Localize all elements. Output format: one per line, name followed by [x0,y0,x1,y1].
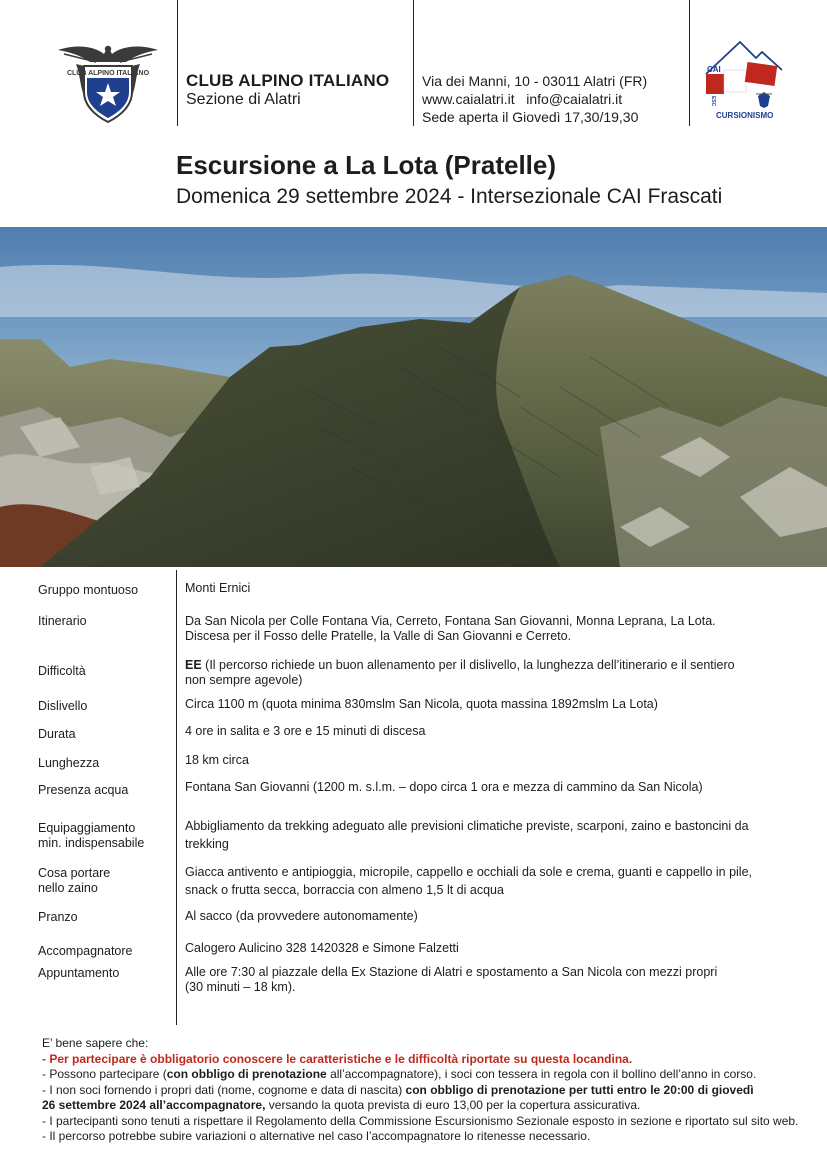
esc-logo-letters: ESC [710,96,716,107]
esc-logo-word: CURSIONISMO [716,111,774,120]
event-subtitle: Domenica 29 settembre 2024 - Intersezionale CAI Frascati [176,185,723,208]
difficulty-grade: EE [185,658,202,672]
event-title: Escursione a La Lota (Pratelle) [176,150,557,180]
mountain-photo [0,227,827,567]
label-durata: Durata [38,727,76,741]
notes-line-rules: - I partecipanti sono tenuti a rispettare il Regolamento della Commissione Escursionismo Sezionale esposto in sezione e riportato sul sito web. [42,1113,799,1128]
org-section: Sezione di Alatri [186,91,301,108]
value-cosa-portare-line1: Giacca antivento e antipioggia, micropile, cappello e occhiali da sole e crema, guanti e cappello in pile, [185,865,753,879]
value-equipaggiamento-line2: trekking [185,837,229,851]
value-itinerario-line2: Discesa per il Fosso delle Pratelle, la Valle di San Giovanni e Cerreto. [185,629,572,643]
value-gruppo-montuoso: Monti Ernici [185,581,251,595]
value-appuntamento [185,965,785,995]
label-pranzo: Pranzo [38,910,78,924]
label-cosa-portare [38,866,110,896]
value-appuntamento-line2: (30 minuti – 18 km). [185,980,296,994]
header-divider-3 [689,0,690,126]
organization-block [186,72,389,109]
org-name: CLUB ALPINO ITALIANO [186,71,390,90]
notes-heading: E’ bene sapere che: [42,1036,149,1050]
label-presenza-acqua: Presenza acqua [38,783,129,797]
label-equipaggiamento-line1: Equipaggiamento [38,821,136,835]
value-cosa-portare [185,863,785,899]
label-equipaggiamento-line2: min. indispensabile [38,836,145,850]
label-accompagnatore: Accompagnatore [38,944,133,958]
esc-logo-cai: CAI [707,65,721,74]
website-link[interactable]: www.caialatri.it [422,91,515,107]
contact-block [422,72,647,126]
value-equipaggiamento [185,817,785,853]
value-presenza-acqua: Fontana San Giovanni (1200 m. s.l.m. – dopo circa 1 ora e mezza di cammino da San Nicola) [185,780,703,794]
label-gruppo-montuoso: Gruppo montuoso [38,583,139,597]
value-pranzo: Al sacco (da provvedere autonomamente) [185,909,418,923]
label-cosa-portare-line1: Cosa portare [38,866,111,880]
contact-hours: Sede aperta il Giovedì 17,30/19,30 [422,109,639,125]
value-difficolta-line2: non sempre agevole) [185,673,303,687]
value-accompagnatore: Calogero Aulicino 328 1420328 e Simone Falzetti [185,941,459,955]
value-itinerario-line1: Da San Nicola per Colle Fontana Via, Cerreto, Fontana San Giovanni, Monna Leprana, La Lota. [185,614,716,628]
logo-text: CLUB ALPINO ITALIANO [66,70,150,77]
header-divider-1 [177,0,178,126]
notes-section [42,1036,812,1145]
value-itinerario [185,614,785,644]
email-link[interactable]: info@caialatri.it [526,91,623,107]
label-lunghezza: Lunghezza [38,756,100,770]
notes-line-variations: - Il percorso potrebbe subire variazioni o alternative nel caso l’accompagnatore lo ritenesse necessario. [42,1129,591,1143]
label-difficolta: Difficoltà [38,664,86,678]
label-itinerario: Itinerario [38,614,87,628]
notes-warning: - Per partecipare è obbligatorio conoscere le caratteristiche e le difficoltà riportate su questa locandina. [42,1051,633,1066]
table-divider [176,570,177,1025]
notes-line-deadline: 26 settembre 2024 all’accompagnatore, versando la quota prevista di euro 13,00 per la copertura assicurativa. [42,1098,641,1112]
label-cosa-portare-line2: nello zaino [38,881,98,895]
value-cosa-portare-line2: snack o frutta secca, borraccia con almeno 1,5 lt di acqua [185,883,504,897]
header-divider-2 [413,0,414,126]
value-lunghezza: 18 km circa [185,753,249,767]
cai-eagle-logo [56,40,160,126]
notes-line-nonmembers: - I non soci fornendo i propri dati (nome, cognome e data di nascita) con obbligo di prenotazione per tutti entro le 20:00 di giovedì [42,1082,754,1097]
value-appuntamento-line1: Alle ore 7:30 al piazzale della Ex Stazione di Alatri e spostamento a San Nicola con mezzi propri [185,965,718,979]
contact-address: Via dei Manni, 10 - 03011 Alatri (FR) [422,73,648,89]
notes-line-members: - Possono partecipare (con obbligo di prenotazione all’accompagnatore), i soci con tessera in regola con il bollino dell’anno in corso. [42,1067,757,1081]
value-difficolta [185,658,785,688]
value-equipaggiamento-line1: Abbigliamento da trekking adeguato alle previsioni climatiche previste, scarponi, zaino e bastoncini da [185,819,749,833]
value-dislivello: Circa 1100 m (quota minima 830mslm San Nicola, quota massina 1892mslm La Lota) [185,697,658,711]
label-equipaggiamento [38,821,144,851]
value-durata: 4 ore in salita e 3 ore e 15 minuti di discesa [185,724,426,738]
label-dislivello: Dislivello [38,699,88,713]
label-appuntamento: Appuntamento [38,966,120,980]
value-difficolta-line1: (Il percorso richiede un buon allenamento per il dislivello, la lunghezza dell’itinerario e il sentiero [201,658,735,672]
escursionismo-logo [704,40,784,122]
